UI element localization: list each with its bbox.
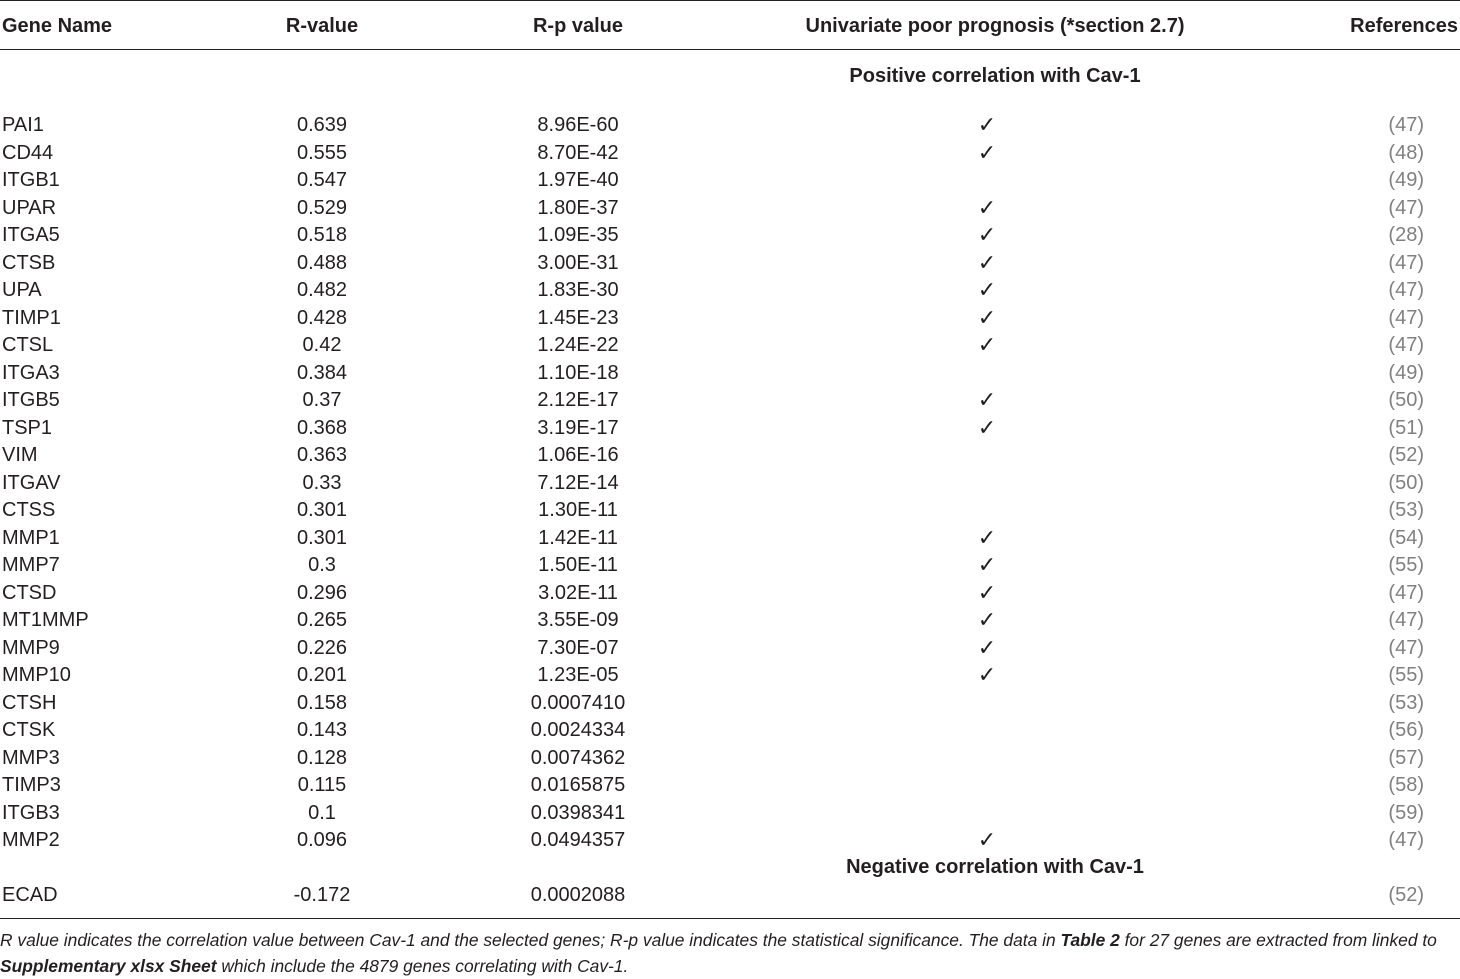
- reference-link[interactable]: (52): [1388, 444, 1424, 466]
- r-value-cell: 0.428: [296, 306, 348, 329]
- gene-name-cell: MT1MMP: [2, 609, 89, 631]
- table-row: [0, 470, 1460, 497]
- table-row: [0, 800, 1460, 827]
- table-row: [0, 662, 1460, 689]
- gene-name-cell: UPAR: [2, 196, 57, 219]
- r-value-cell: 0.143: [296, 719, 348, 741]
- reference-link[interactable]: (28): [1388, 224, 1424, 246]
- rp-value-cell: 7.30E-07: [537, 636, 619, 659]
- rp-value-cell: 1.10E-18: [537, 361, 619, 384]
- gene-name-cell: MMP7: [2, 554, 60, 576]
- table-row: [0, 690, 1460, 717]
- gene-name-cell: ITGB5: [2, 389, 60, 411]
- table-row: [0, 195, 1460, 222]
- rp-value-cell: 8.70E-42: [537, 141, 619, 164]
- rp-value-cell: 1.97E-40: [537, 169, 619, 191]
- section-positive: Positive correlation with Cav-1: [849, 65, 1141, 87]
- r-value-cell: 0.1: [308, 801, 336, 824]
- check-icon: ✓: [977, 415, 997, 441]
- gene-name-cell: ITGAV: [2, 471, 61, 494]
- section-negative: Negative correlation with Cav-1: [846, 856, 1144, 878]
- reference-link[interactable]: (47): [1388, 609, 1424, 631]
- header-rp-value: R-p value: [532, 15, 624, 37]
- rp-value-cell: 1.45E-23: [537, 306, 619, 329]
- rp-value-cell: 8.96E-60: [537, 114, 619, 136]
- table-header: [0, 0, 1460, 50]
- r-value-cell: 0.301: [296, 499, 348, 521]
- rp-value-cell: 1.09E-35: [537, 224, 619, 246]
- r-value-cell: 0.384: [296, 361, 348, 384]
- r-value-cell: 0.296: [296, 581, 348, 604]
- table-row: [0, 277, 1460, 304]
- footnote-part2: for 27 genes are extracted from linked to: [1119, 930, 1437, 950]
- reference-link[interactable]: (56): [1388, 719, 1424, 741]
- r-value-cell: 0.547: [296, 169, 348, 191]
- r-value-cell: 0.158: [296, 691, 348, 714]
- check-icon: ✓: [977, 195, 997, 221]
- rp-value-cell: 0.0398341: [530, 801, 626, 824]
- rp-value-cell: 1.23E-05: [537, 664, 619, 686]
- reference-link[interactable]: (47): [1388, 114, 1424, 136]
- footnote-sheet-ref[interactable]: Supplementary xlsx Sheet: [0, 956, 217, 976]
- rp-value-cell: 3.02E-11: [538, 581, 618, 604]
- rp-value-cell: 3.55E-09: [537, 609, 619, 631]
- header-references: References: [1350, 15, 1458, 37]
- check-icon: ✓: [977, 305, 997, 331]
- check-icon: ✓: [977, 580, 997, 606]
- gene-name-cell: TSP1: [2, 416, 53, 439]
- r-value-cell: 0.115: [297, 774, 347, 796]
- rp-value-cell: 7.12E-14: [537, 471, 619, 494]
- table-row: [0, 250, 1460, 277]
- r-value-cell: 0.363: [296, 444, 348, 466]
- rp-value-cell: 1.50E-11: [538, 554, 618, 576]
- gene-name-cell: CTSB: [2, 251, 56, 274]
- table-row: [0, 745, 1460, 772]
- rp-value-cell: 1.30E-11: [538, 499, 618, 521]
- gene-name-cell: TIMP3: [2, 774, 61, 796]
- r-value-cell: 0.42: [302, 334, 342, 356]
- r-value-cell: 0.368: [296, 416, 348, 439]
- rp-value-cell: 1.06E-16: [537, 444, 619, 466]
- r-value-cell: 0.639: [296, 114, 348, 136]
- r-value-cell: 0.3: [308, 554, 336, 576]
- reference-link[interactable]: (53): [1388, 499, 1424, 521]
- r-value-cell: 0.096: [296, 829, 348, 851]
- table-row: [0, 882, 1460, 909]
- gene-name-cell: ITGB3: [2, 801, 60, 824]
- r-value-cell: 0.201: [296, 664, 348, 686]
- reference-link[interactable]: (57): [1388, 746, 1424, 769]
- table-row: [0, 607, 1460, 634]
- table-row: [0, 167, 1460, 194]
- gene-name-cell: CTSH: [2, 691, 57, 714]
- gene-name-cell: CTSL: [2, 334, 54, 356]
- rp-value-cell: 2.12E-17: [537, 389, 619, 411]
- table-row: [0, 525, 1460, 552]
- reference-link[interactable]: (47): [1388, 334, 1424, 356]
- rp-value-cell: 0.0074362: [530, 746, 626, 769]
- table-row: [0, 580, 1460, 607]
- rp-value-cell: 3.19E-17: [537, 416, 619, 439]
- gene-name-cell: MMP10: [2, 664, 71, 686]
- check-icon: ✓: [977, 608, 997, 633]
- reference-link[interactable]: (49): [1388, 361, 1424, 384]
- table-row: [0, 387, 1460, 414]
- check-icon: ✓: [977, 553, 997, 578]
- gene-name-cell: ITGA3: [2, 361, 60, 384]
- reference-link[interactable]: (47): [1388, 196, 1424, 219]
- footnote-part3: which include the 4879 genes correlating with Cav-1.: [216, 956, 629, 976]
- rp-value-cell: 3.00E-31: [537, 251, 619, 274]
- gene-name-cell: UPA: [2, 279, 42, 301]
- r-value-cell: 0.555: [296, 141, 348, 164]
- table-footnote: [0, 927, 1460, 979]
- reference-link[interactable]: (49): [1388, 169, 1424, 191]
- check-icon: ✓: [977, 140, 997, 166]
- check-icon: ✓: [977, 525, 997, 551]
- r-value-cell: 0.488: [296, 251, 348, 274]
- table-row: [0, 222, 1460, 249]
- header-gene-name: Gene Name: [2, 15, 113, 37]
- reference-link[interactable]: (54): [1388, 526, 1424, 549]
- gene-name-cell: CD44: [2, 141, 54, 164]
- gene-name-cell: VIM: [2, 444, 38, 466]
- reference-link[interactable]: (47): [1388, 306, 1424, 329]
- header-univariate: Univariate poor prognosis (*section 2.7): [805, 15, 1185, 37]
- r-value-cell: 0.226: [296, 636, 348, 659]
- table-row: [0, 332, 1460, 359]
- rp-value-cell: 0.0165875: [530, 774, 626, 796]
- r-value-cell: 0.37: [302, 389, 342, 411]
- reference-link[interactable]: (47): [1388, 279, 1424, 301]
- table-row: [0, 305, 1460, 332]
- r-value-cell: 0.128: [296, 746, 348, 769]
- check-icon: ✓: [977, 223, 997, 248]
- gene-name-cell: MMP1: [2, 526, 60, 549]
- table-row: [0, 112, 1460, 139]
- gene-name-cell: CTSD: [2, 581, 57, 604]
- rp-value-cell: 0.0002088: [530, 884, 626, 906]
- check-icon: ✓: [977, 663, 997, 688]
- reference-link[interactable]: (50): [1388, 389, 1424, 411]
- gene-name-cell: MMP3: [2, 746, 60, 769]
- gene-name-cell: ECAD: [2, 884, 58, 906]
- r-value-cell: 0.33: [302, 471, 342, 494]
- gene-name-cell: CTSK: [2, 719, 56, 741]
- table-row: [0, 827, 1460, 854]
- r-value-cell: -0.172: [293, 884, 351, 906]
- r-value-cell: 0.482: [296, 279, 348, 301]
- reference-link[interactable]: (47): [1388, 829, 1424, 851]
- gene-name-cell: TIMP1: [2, 306, 61, 329]
- check-icon: ✓: [977, 113, 997, 138]
- reference-link[interactable]: (55): [1388, 554, 1424, 576]
- rp-value-cell: 1.83E-30: [537, 279, 619, 301]
- rp-value-cell: 0.0007410: [530, 691, 626, 714]
- gene-name-cell: PAI1: [2, 114, 44, 136]
- rp-value-cell: 0.0024334: [530, 719, 626, 741]
- check-icon: ✓: [977, 388, 997, 413]
- table-row: [0, 497, 1460, 524]
- table-row: [0, 140, 1460, 167]
- r-value-cell: 0.518: [296, 224, 348, 246]
- r-value-cell: 0.301: [296, 526, 348, 549]
- gene-name-cell: ITGB1: [2, 169, 60, 191]
- reference-link[interactable]: (48): [1388, 141, 1424, 164]
- reference-link[interactable]: (59): [1388, 801, 1424, 824]
- table-bottom-rule: [0, 918, 1460, 919]
- gene-name-cell: CTSS: [2, 499, 56, 521]
- reference-link[interactable]: (47): [1388, 581, 1424, 604]
- gene-name-cell: MMP2: [2, 829, 60, 851]
- reference-link[interactable]: (47): [1388, 636, 1424, 659]
- check-icon: ✓: [977, 635, 997, 661]
- reference-link[interactable]: (52): [1388, 884, 1424, 906]
- reference-link[interactable]: (50): [1388, 471, 1424, 494]
- reference-link[interactable]: (53): [1388, 691, 1424, 714]
- reference-link[interactable]: (58): [1388, 774, 1424, 796]
- table-row: [0, 415, 1460, 442]
- table-row: [0, 717, 1460, 744]
- r-value-cell: 0.529: [296, 196, 348, 219]
- rp-value-cell: 0.0494357: [530, 829, 626, 851]
- r-value-cell: 0.265: [296, 609, 348, 631]
- gene-name-cell: ITGA5: [2, 224, 60, 246]
- rp-value-cell: 1.80E-37: [537, 196, 619, 219]
- table-row: [0, 360, 1460, 387]
- table-row: [0, 442, 1460, 469]
- table-row: [0, 552, 1460, 579]
- footnote-table-ref[interactable]: Table 2: [1060, 930, 1120, 950]
- table-row: [0, 772, 1460, 799]
- table-row: [0, 635, 1460, 662]
- reference-link[interactable]: (51): [1388, 416, 1424, 439]
- rp-value-cell: 1.42E-11: [538, 526, 618, 549]
- gene-name-cell: MMP9: [2, 636, 60, 659]
- check-icon: ✓: [977, 828, 997, 853]
- check-icon: ✓: [977, 333, 997, 358]
- reference-link[interactable]: (55): [1388, 664, 1424, 686]
- reference-link[interactable]: (47): [1388, 251, 1424, 274]
- footnote-part1: R value indicates the correlation value between Cav-1 and the selected genes; R-p value indicates the statistical significance. The data in: [0, 930, 1061, 950]
- check-icon: ✓: [977, 250, 997, 276]
- rp-value-cell: 1.24E-22: [537, 334, 619, 356]
- check-icon: ✓: [977, 278, 997, 303]
- header-r-value: R-value: [285, 15, 359, 37]
